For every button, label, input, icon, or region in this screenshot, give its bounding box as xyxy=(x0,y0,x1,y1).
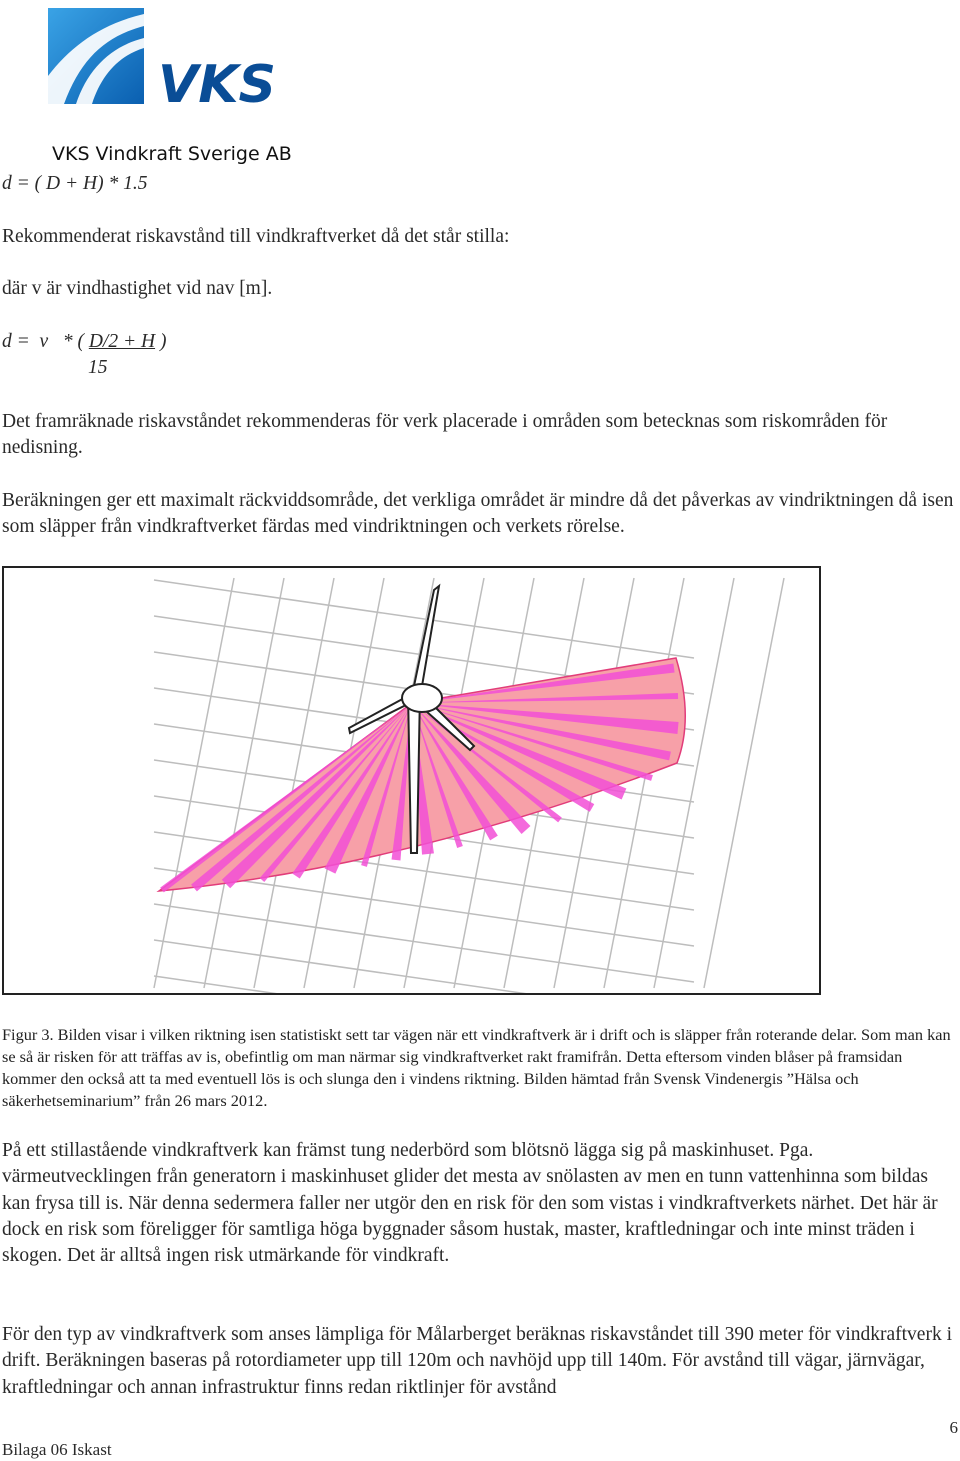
paragraph-where-v: där v är vindhastighet vid nav [m]. xyxy=(2,278,273,299)
formula-lhs: d = v * ( xyxy=(2,331,89,352)
paragraph-turbine-type: För den typ av vindkraftverk som anses lämpliga för Målarberget beräknas riskavståndet till 390 meter för vindkraftverk i drift. Beräkningen baseras på rotordiameter upp till 120m och navhöjd upp till 140m. För avstånd till vägar, järnvägar, kraftledningar och annan infrastruktur finns redan riktlinjer för avstånd xyxy=(2,1324,952,1398)
company-name: VKS Vindkraft Sverige AB xyxy=(52,143,292,165)
paragraph-recommended: Det framräknade riskavståndet rekommenderas för verk placerade i områden som betecknas som riskområden för nedisning. xyxy=(2,411,888,459)
turbine-nacelle xyxy=(402,684,442,712)
page-number: 6 xyxy=(949,1418,958,1437)
vks-logo-graphic xyxy=(46,6,278,106)
ice-throw-illustration xyxy=(4,568,819,993)
formula-numerator: D/2 + H xyxy=(88,331,156,352)
paragraph-calculation: Beräkningen ger ett maximalt räckviddsområde, det verkliga området är mindre då det påverkas av vindriktningen då isen som släpper från vindkraftverket färdas med vindriktningen och verkets rörelse. xyxy=(2,490,954,538)
formula-operation: d = ( D + H) * 1.5 xyxy=(2,173,148,194)
formula-close: ) xyxy=(155,331,167,352)
formula-denominator: 15 xyxy=(88,357,108,378)
turbine-tower xyxy=(408,692,420,853)
figure-ice-throw xyxy=(2,566,821,995)
grid-line xyxy=(154,940,694,993)
turbine-blade-up xyxy=(414,586,439,686)
grid-line xyxy=(154,578,234,988)
formula-standstill xyxy=(2,329,957,355)
paragraph-standing-turbine: På ett stillastående vindkraftverk kan främst tung nederbörd som blötsnö lägga sig på maskinhuset. Pga. värmeutvecklingen från generatorn i maskinhuset glider det mesta av snölasten av men en tunn vattenhinna som bildas kan frysa till is. När denna sedermera faller ner utgör den en risk för den som vistas i vindkraftverkets närhet. Det här är dock en risk som föreligger för samtliga höga byggnader såsom hustak, master, kraftledningar och inte minst träden i skogen. Det är alltså ingen risk utmärkande för vindkraft. xyxy=(2,1140,938,1267)
vks-logo-text: VKS xyxy=(158,55,276,106)
figure-caption: Figur 3. Bilden visar i vilken riktning isen statistiskt sett tar vägen när ett vindkraftverk är i drift och is släpper från roterande delar. Som man kan se så är risken för att träffas av is, obefintlig om man närmar sig vindkraftverket rakt framifrån. Detta eftersom vinden blåser på framsidan kommer den också att ta med eventuell lös is och slunga den i vindens riktning. Bilden hämtad från Svensk Vindenergis ”Hälsa och säkerhetseminarium” från 26 mars 2012. xyxy=(2,1025,951,1110)
vks-logo xyxy=(46,6,278,106)
grid-line xyxy=(204,578,284,988)
grid-line xyxy=(704,578,784,988)
paragraph-standstill: Rekommenderat riskavstånd till vindkraftverket då det står stilla: xyxy=(2,226,510,247)
footer-attachment: Bilaga 06 Iskast xyxy=(2,1440,112,1459)
grid-line xyxy=(654,578,734,988)
